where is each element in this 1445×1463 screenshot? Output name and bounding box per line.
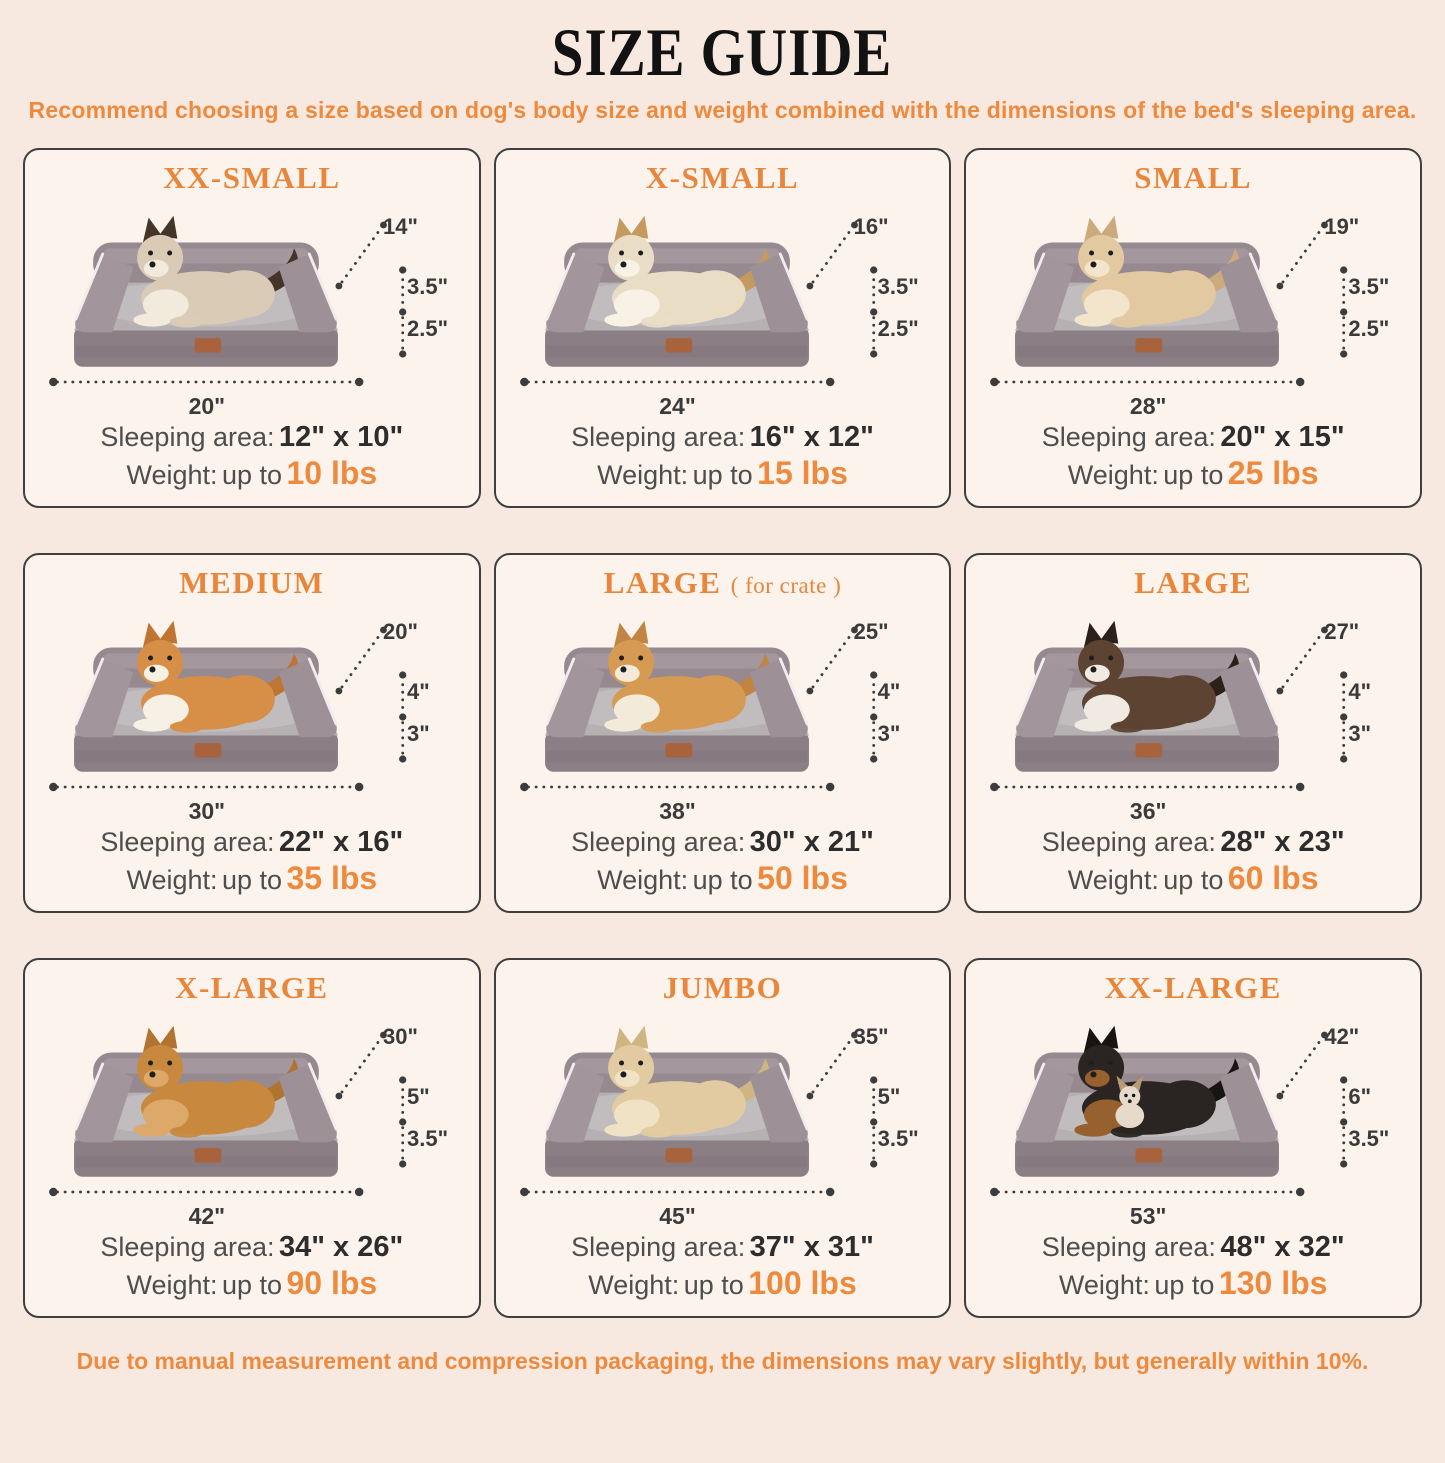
sleeping-area-line	[966, 1230, 1420, 1266]
bed-area	[496, 1008, 950, 1204]
bolster-height-dimension: 5"	[407, 1084, 430, 1110]
weight-value: 100 lbs	[748, 1265, 857, 1302]
sleeping-area-value: 48" x 32"	[1220, 1231, 1345, 1264]
weight-value: 10 lbs	[286, 455, 378, 492]
card-title	[966, 968, 1420, 1008]
depth-dimension: 27"	[1324, 619, 1360, 645]
size-name: JUMBO	[662, 970, 783, 1006]
depth-dimension: 19"	[1324, 214, 1360, 240]
bed-area	[25, 1008, 479, 1204]
size-guide-page	[0, 15, 1445, 1463]
up-to-label: up to	[221, 865, 283, 896]
weight-line	[966, 1266, 1420, 1302]
sleeping-area-label: Sleeping area:	[571, 1232, 746, 1263]
weight-label: Weight:	[1058, 1270, 1150, 1301]
base-height-dimension: 3"	[877, 721, 901, 747]
weight-line	[496, 456, 950, 492]
bolster-height-dimension: 4"	[407, 679, 430, 705]
weight-line	[496, 861, 950, 897]
weight-value: 60 lbs	[1227, 860, 1319, 897]
size-cards-grid	[23, 148, 1422, 1318]
size-card-xx-small	[23, 148, 481, 508]
weight-label: Weight:	[126, 1270, 218, 1301]
depth-dimension: 30"	[383, 1024, 418, 1050]
base-height-dimension: 3.5"	[407, 1126, 449, 1152]
weight-line	[966, 861, 1420, 897]
sleeping-area-value: 37" x 31"	[749, 1231, 874, 1264]
size-name: LARGE	[1134, 565, 1253, 601]
weight-label: Weight:	[1067, 460, 1159, 491]
bed-area	[966, 198, 1420, 394]
sleeping-area-value: 30" x 21"	[749, 826, 874, 859]
base-height-dimension: 3.5"	[1348, 1126, 1390, 1152]
weight-line	[25, 1266, 479, 1302]
sleeping-area-line	[25, 825, 479, 861]
size-name: X-LARGE	[175, 970, 329, 1006]
size-card-small	[964, 148, 1422, 508]
card-title	[496, 158, 950, 198]
sleeping-area-label: Sleeping area:	[571, 827, 746, 858]
size-name: SMALL	[1134, 160, 1253, 196]
depth-dimension: 20"	[383, 619, 418, 645]
weight-value: 50 lbs	[757, 860, 848, 897]
depth-dimension: 35"	[853, 1024, 889, 1050]
sleeping-area-value: 34" x 26"	[278, 1231, 404, 1264]
size-card-xx-large	[964, 958, 1422, 1318]
bed-area	[966, 603, 1420, 799]
sleeping-area-line	[496, 1230, 950, 1266]
size-name: X-SMALL	[645, 160, 800, 196]
base-height-dimension: 2.5"	[1348, 316, 1390, 342]
bolster-height-dimension: 6"	[1348, 1084, 1371, 1110]
sleeping-area-line	[966, 825, 1420, 861]
depth-dimension: 16"	[853, 214, 889, 240]
weight-value: 90 lbs	[286, 1265, 378, 1302]
base-height-dimension: 2.5"	[407, 316, 449, 342]
up-to-label: up to	[1163, 865, 1224, 896]
measurement-disclaimer: Due to manual measurement and compression packaging, the dimensions may vary slightly, but generally within 10%.	[76, 1348, 1369, 1375]
up-to-label: up to	[221, 460, 283, 491]
up-to-label: up to	[692, 865, 753, 896]
up-to-label: up to	[683, 1270, 744, 1301]
width-dimension: 28"	[1129, 393, 1167, 420]
sleeping-area-label: Sleeping area:	[1041, 422, 1216, 453]
base-height-dimension: 2.5"	[877, 316, 919, 342]
weight-label: Weight:	[597, 865, 689, 896]
bolster-height-dimension: 4"	[1348, 679, 1371, 705]
width-dimension: 24"	[659, 393, 696, 420]
depth-dimension: 25"	[853, 619, 889, 645]
bed-area	[966, 1008, 1420, 1204]
width-dimension: 36"	[1129, 798, 1167, 825]
sleeping-area-line	[496, 420, 950, 456]
weight-value: 130 lbs	[1218, 1265, 1328, 1302]
sleeping-area-line	[25, 1230, 479, 1266]
weight-line	[25, 861, 479, 897]
weight-line	[966, 456, 1420, 492]
weight-label: Weight:	[126, 460, 218, 491]
sleeping-area-label: Sleeping area:	[571, 422, 746, 453]
width-dimension: 20"	[188, 393, 226, 420]
bed-area	[25, 603, 479, 799]
up-to-label: up to	[1163, 460, 1224, 491]
card-title	[25, 968, 479, 1008]
bolster-height-dimension: 5"	[877, 1084, 901, 1110]
weight-label: Weight:	[126, 865, 218, 896]
card-title	[966, 563, 1420, 603]
up-to-label: up to	[692, 460, 753, 491]
weight-value: 35 lbs	[286, 860, 378, 897]
weight-label: Weight:	[597, 460, 689, 491]
sleeping-area-label: Sleeping area:	[1041, 1232, 1216, 1263]
bolster-height-dimension: 4"	[877, 679, 901, 705]
weight-line	[496, 1266, 950, 1302]
size-card-medium	[23, 553, 481, 913]
base-height-dimension: 3.5"	[877, 1126, 919, 1152]
base-height-dimension: 3"	[407, 721, 430, 747]
card-title	[496, 563, 950, 603]
size-suffix: ( for crate )	[730, 573, 842, 599]
bed-area	[496, 198, 950, 394]
sleeping-area-value: 22" x 16"	[278, 826, 404, 859]
sleeping-area-value: 28" x 23"	[1220, 826, 1345, 859]
card-title	[25, 563, 479, 603]
sleeping-area-line	[496, 825, 950, 861]
card-title	[496, 968, 950, 1008]
sleeping-area-value: 12" x 10"	[278, 421, 404, 454]
depth-dimension: 14"	[383, 214, 418, 240]
width-dimension: 45"	[659, 1203, 696, 1230]
up-to-label: up to	[221, 1270, 283, 1301]
bolster-height-dimension: 3.5"	[407, 274, 449, 300]
size-name: LARGE	[603, 565, 722, 601]
size-card-jumbo	[494, 958, 952, 1318]
size-card-x-large	[23, 958, 481, 1318]
sleeping-area-label: Sleeping area:	[1041, 827, 1216, 858]
size-card-large	[964, 553, 1422, 913]
weight-line	[25, 456, 479, 492]
sleeping-area-value: 20" x 15"	[1220, 421, 1345, 454]
sleeping-area-line	[966, 420, 1420, 456]
weight-label: Weight:	[1067, 865, 1159, 896]
size-card-large-for-crate	[494, 553, 952, 913]
size-name: MEDIUM	[179, 565, 325, 601]
weight-value: 25 lbs	[1227, 455, 1319, 492]
page-title-text: SIZE GUIDE	[552, 15, 893, 91]
sleeping-area-label: Sleeping area:	[100, 827, 275, 858]
weight-label: Weight:	[588, 1270, 680, 1301]
card-title	[25, 158, 479, 198]
width-dimension: 30"	[188, 798, 226, 825]
bed-area	[496, 603, 950, 799]
bolster-height-dimension: 3.5"	[877, 274, 919, 300]
sleeping-area-value: 16" x 12"	[749, 421, 874, 454]
size-card-x-small	[494, 148, 952, 508]
page-title	[0, 15, 1445, 91]
up-to-label: up to	[1154, 1270, 1215, 1301]
width-dimension: 53"	[1129, 1203, 1167, 1230]
sleeping-area-label: Sleeping area:	[100, 1232, 275, 1263]
page-subtitle: Recommend choosing a size based on dog's body size and weight combined with the dimensions of the bed's sleeping area.	[28, 97, 1417, 124]
sleeping-area-line	[25, 420, 479, 456]
size-name: XX-SMALL	[163, 160, 341, 196]
sleeping-area-label: Sleeping area:	[100, 422, 275, 453]
size-name: XX-LARGE	[1104, 970, 1282, 1006]
width-dimension: 38"	[659, 798, 696, 825]
width-dimension: 42"	[188, 1203, 226, 1230]
bed-area	[25, 198, 479, 394]
depth-dimension: 42"	[1324, 1024, 1360, 1050]
base-height-dimension: 3"	[1348, 721, 1371, 747]
bolster-height-dimension: 3.5"	[1348, 274, 1390, 300]
card-title	[966, 158, 1420, 198]
weight-value: 15 lbs	[757, 455, 848, 492]
